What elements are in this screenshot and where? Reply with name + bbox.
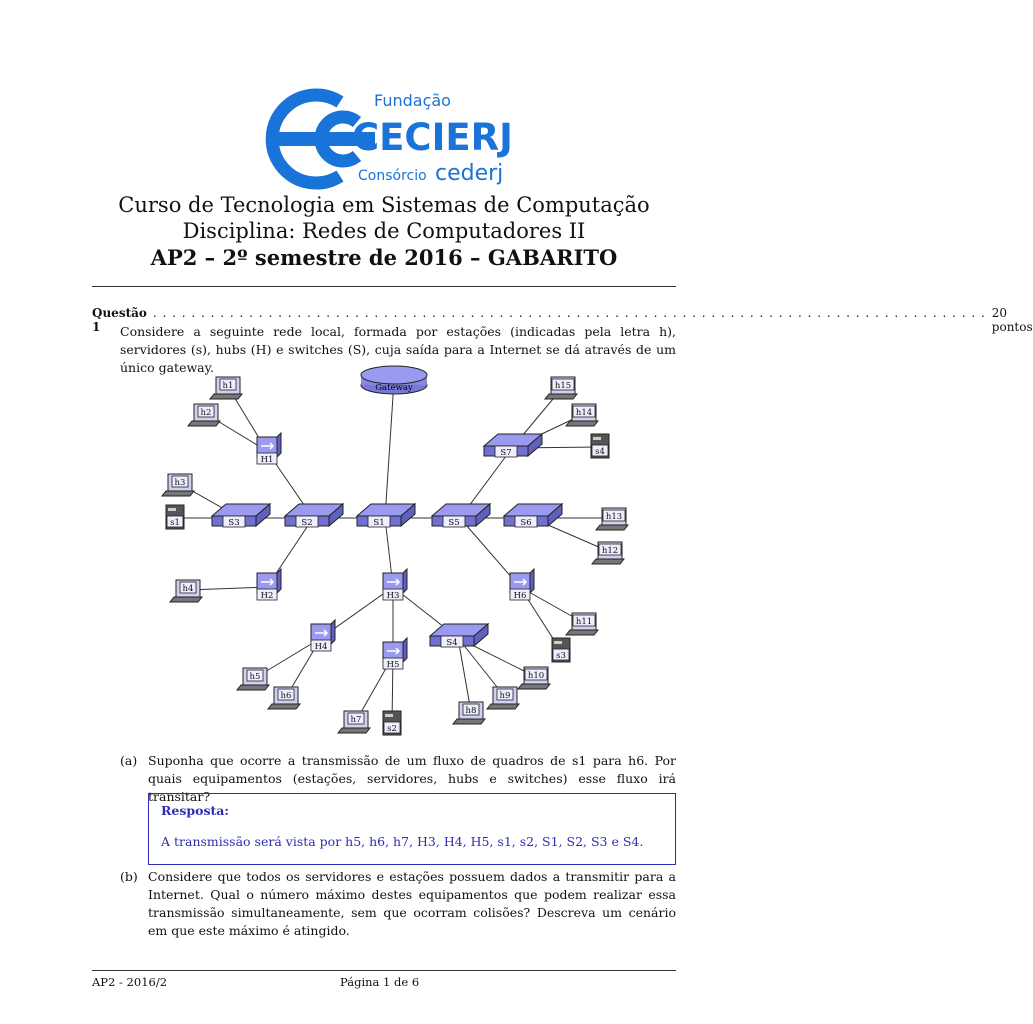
svg-text:H1: H1	[260, 455, 274, 465]
svg-text:Gateway: Gateway	[375, 383, 413, 393]
svg-text:H2: H2	[260, 591, 274, 601]
svg-text:h7: h7	[350, 715, 362, 725]
answer-box	[148, 793, 676, 865]
station-h3	[162, 474, 194, 496]
station-h14	[566, 404, 598, 426]
svg-text:S1: S1	[373, 518, 385, 528]
svg-text:S3: S3	[228, 518, 240, 528]
header-divider	[92, 286, 676, 287]
discipline-title: Disciplina: Redes de Computadores II	[182, 219, 586, 243]
switch-s6	[504, 504, 562, 528]
svg-text:h15: h15	[554, 381, 572, 391]
station-h11	[566, 613, 598, 635]
item-b-label: (b)	[120, 869, 138, 884]
svg-text:h13: h13	[605, 512, 623, 522]
svg-text:h3: h3	[174, 478, 186, 488]
svg-text:h9: h9	[499, 691, 511, 701]
answer-text: A transmissão será vista por h5, h6, h7, H3, H4, H5, s1, s2, S1, S2, S3 e S4.	[161, 834, 644, 849]
station-h12	[592, 542, 624, 564]
hub-h3	[383, 569, 407, 601]
server-s2	[383, 711, 401, 735]
svg-text:H6: H6	[513, 591, 527, 601]
item-a-label: (a)	[120, 753, 138, 768]
hub-h1	[257, 433, 281, 465]
logo-cecierj: CECIERJ	[352, 116, 513, 159]
question-text: Considere a seguinte rede local, formada por estações (indicadas pela letra h), servidores (s), hubs (H) e switches (S), cuja saída para a Internet se dá através de um único gateway.	[120, 324, 676, 375]
logo-fundacao: Fundação	[374, 91, 451, 110]
server-s1	[166, 505, 184, 529]
svg-text:h6: h6	[280, 691, 292, 701]
svg-text:h12: h12	[601, 546, 619, 556]
station-h8	[453, 702, 485, 724]
footer-page: Página 1 de 6	[340, 975, 420, 989]
station-h6	[268, 687, 300, 709]
switch-s7	[484, 434, 542, 458]
logo-consorcio: Consórcio	[358, 168, 427, 184]
network-link	[458, 638, 471, 712]
item-a-text: Suponha que ocorre a transmissão de um fluxo de quadros de s1 para h6. Por quais equipamentos (estações, servidores, hubs e switches) esse fluxo irá transitar?	[148, 753, 676, 804]
hub-h2	[257, 569, 281, 601]
station-h9	[487, 687, 519, 709]
item-b-text: Considere que todos os servidores e estações possuem dados a transmitir para a Internet. Qual o número máximo destes equipamentos que podem realizar essa transmissão simultaneamente, sem que ocorram colisões? Descreva um cenário em que este máximo é atingido.	[148, 869, 676, 938]
network-link	[385, 381, 394, 518]
svg-text:H4: H4	[314, 642, 328, 652]
switch-s4	[430, 624, 488, 648]
logo-cederj: cederj	[435, 161, 504, 186]
station-h1	[210, 377, 242, 399]
exam-title: AP2 – 2º semestre de 2016 – GABARITO	[150, 245, 618, 270]
station-h7	[338, 711, 370, 733]
svg-text:h1: h1	[222, 381, 234, 391]
hub-h6	[510, 569, 534, 601]
svg-text:s1: s1	[170, 518, 180, 528]
footer-left: AP2 - 2016/2	[92, 975, 168, 989]
switch-s2	[285, 504, 343, 528]
switch-s5	[432, 504, 490, 528]
answer-heading: Resposta:	[161, 803, 229, 818]
svg-text:s3: s3	[556, 651, 566, 661]
svg-text:h4: h4	[182, 584, 194, 594]
station-h13	[596, 508, 628, 530]
svg-text:S7: S7	[500, 448, 512, 458]
svg-text:h2: h2	[200, 408, 212, 418]
svg-text:h5: h5	[249, 672, 261, 682]
server-s4	[591, 434, 609, 458]
svg-text:H3: H3	[386, 591, 400, 601]
station-h5	[237, 668, 269, 690]
station-h2	[188, 404, 220, 426]
hub-h5	[383, 638, 407, 670]
svg-text:h8: h8	[465, 706, 477, 716]
cecierj-logo	[262, 84, 512, 190]
svg-text:h10: h10	[527, 671, 545, 681]
switch-s1	[357, 504, 415, 528]
gateway-router	[361, 366, 427, 394]
svg-text:S6: S6	[520, 518, 532, 528]
svg-text:h14: h14	[575, 408, 593, 418]
footer-divider	[92, 970, 676, 971]
svg-text:S5: S5	[448, 518, 460, 528]
svg-text:s2: s2	[387, 724, 397, 734]
station-h15	[545, 377, 577, 399]
svg-text:s4: s4	[595, 447, 605, 457]
hub-h4	[311, 620, 335, 652]
question-points: 20 pontos	[991, 306, 1033, 334]
course-title: Curso de Tecnologia em Sistemas de Computação	[118, 193, 650, 217]
svg-text:h11: h11	[575, 617, 593, 627]
network-diagram	[150, 365, 630, 745]
svg-text:S4: S4	[446, 638, 458, 648]
svg-text:S2: S2	[301, 518, 313, 528]
server-s3	[552, 638, 570, 662]
leader-dots: . . . . . . . . . . . . . . . . . . . . . . . . . . . . . . . . . . . . . . . . . . . . . . . . . . . . . . . . . . . . . . . . . . . . . . . . . . . . . . . . . . . . . . .	[152, 306, 986, 320]
station-h4	[170, 580, 202, 602]
question-label: Questão 1	[92, 306, 147, 334]
svg-text:H5: H5	[386, 660, 400, 670]
